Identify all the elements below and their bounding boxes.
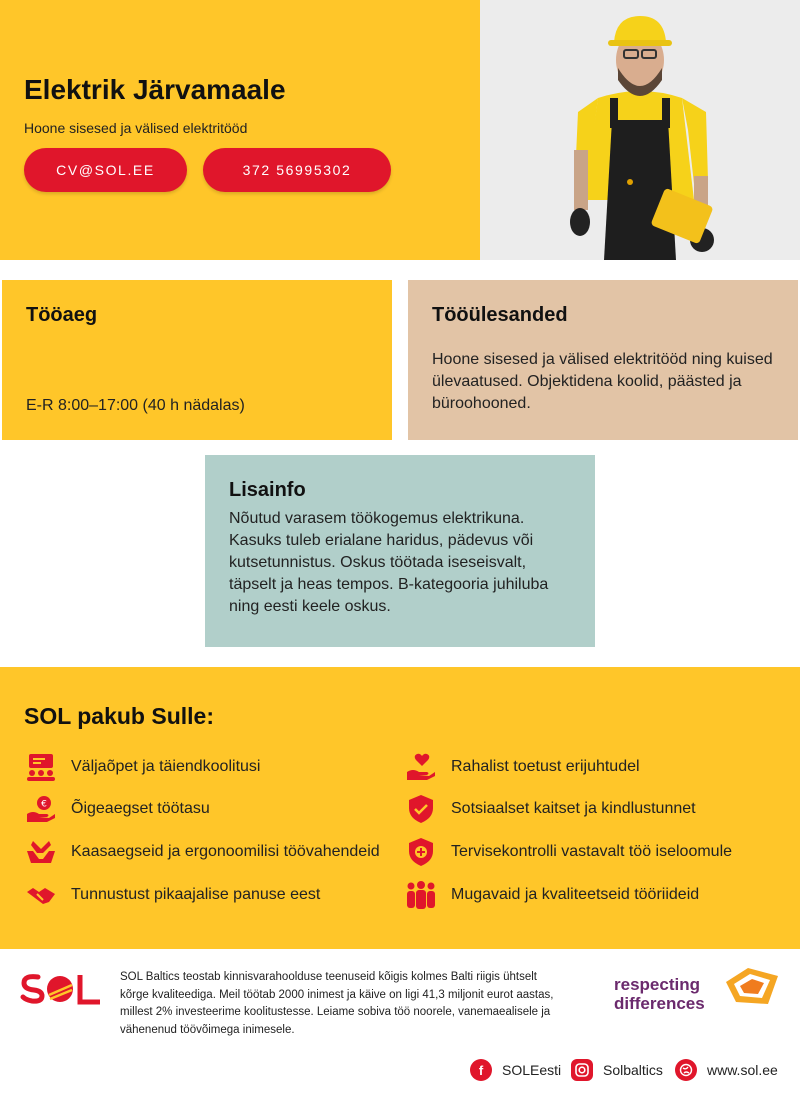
instagram-link[interactable]: Solbaltics	[571, 1059, 663, 1081]
facebook-link[interactable]: f SOLEesti	[470, 1059, 561, 1081]
training-icon	[24, 751, 58, 783]
job-subtitle: Hoone sisesed ja välised elektritööd	[24, 120, 248, 136]
tools-icon	[24, 836, 58, 868]
svg-text:€: €	[41, 799, 47, 810]
extra-info-text: Nõutud varasem töökogemus elektrikuna. Kasuks tuleb erialane haridus, pädevus või kutsetunnistus. Oskus töötada iseseisvalt, täpselt ja heas tempos. B-kategooria juhiluba ning eesti keele oskus.	[229, 510, 549, 615]
benefit-item: Sotsiaalset kaitset ja kindlustunnet	[404, 793, 438, 825]
salary-icon	[24, 793, 58, 825]
company-description: SOL Baltics teostab kinnisvarahoolduse teenuseid kõigis kolmes Balti riigis ühtselt kõrge kvaliteediga. Meil töötab 2000 inimest ja käive on ligi 41,3 miljonit eurot aastas, millest 2% investeerime koolitustesse. Leiame sobiva töö noorele, vanemaealisele ja vähenenud töövõimega inimesele.	[120, 971, 554, 1036]
website-link[interactable]: www.sol.ee	[675, 1059, 778, 1081]
shield-check-icon	[404, 793, 438, 825]
job-title: Elektrik Järvamaale	[24, 74, 286, 105]
benefits-title: SOL pakub Sulle:	[24, 703, 214, 729]
work-time-card	[2, 280, 392, 440]
respecting-differences-logo-icon	[722, 966, 780, 1013]
phone-button[interactable]: 372 56995302	[203, 148, 391, 192]
benefit-item: Mugavaid ja kvaliteetseid tööriideid	[404, 879, 438, 911]
benefits-section	[0, 667, 800, 949]
instagram-icon	[571, 1059, 593, 1081]
benefit-item: Tunnustust pikaajalise panuse eest	[24, 879, 58, 911]
work-time-text: E-R 8:00–17:00 (40 h nädalas)	[26, 397, 245, 414]
extra-info-title: Lisainfo	[229, 479, 306, 501]
benefit-item: Tervisekontrolli vastavalt töö iseloomule	[404, 836, 438, 868]
tasks-text: Hoone sisesed ja välised elektritööd ning kuised ülevaatused. Objektidena koolid, päästed ja büroohooned.	[432, 351, 773, 412]
benefit-item: Rahalist toetust erijuhtudel	[404, 751, 438, 783]
people-icon	[404, 879, 438, 911]
heart-hand-icon	[404, 751, 438, 783]
email-button[interactable]: CV@SOL.EE	[24, 148, 187, 192]
extra-info-card	[205, 455, 595, 647]
respecting-differences-label: respecting differences	[614, 975, 705, 1013]
benefit-item: Kaasaegseid ja ergonoomilisi töövahendeid	[24, 836, 58, 868]
globe-icon	[675, 1059, 697, 1081]
facebook-icon: f	[470, 1059, 492, 1081]
sol-logo	[20, 971, 102, 1012]
work-time-title: Tööaeg	[26, 304, 98, 326]
footer	[0, 949, 800, 1093]
benefit-item: € Õigeaegset töötasu	[24, 793, 58, 825]
tasks-card	[408, 280, 798, 440]
electrician-photo	[480, 0, 800, 260]
shield-plus-icon	[404, 836, 438, 868]
benefit-item: Väljaõpet ja täiendkoolitusi	[24, 751, 58, 783]
handshake-icon	[24, 879, 58, 911]
hero-banner	[0, 0, 800, 260]
tasks-title: Tööülesanded	[432, 304, 568, 326]
